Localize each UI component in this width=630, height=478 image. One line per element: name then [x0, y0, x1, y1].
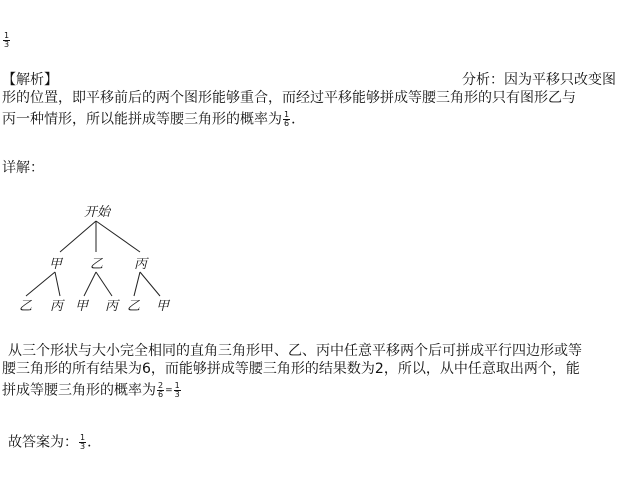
tree-root: 开始 — [84, 205, 111, 220]
tree-l2-jia: 甲 — [75, 299, 89, 314]
tree-l2-yi: 乙 — [19, 299, 33, 314]
tree-edge — [134, 272, 140, 296]
explain-frac-b-den: 3 — [174, 390, 180, 399]
tree-edge — [26, 272, 55, 296]
detail-label: 详解： — [2, 160, 44, 176]
final-end: ． — [87, 434, 102, 451]
tree-edge — [96, 221, 140, 252]
tree-edge — [84, 272, 96, 296]
final-frac-num: 1 — [80, 433, 86, 442]
explain-line2-c: ，所以，从中任意取出两个，能 — [383, 361, 580, 377]
explain-line2-b: ，而能够拼成等腰三角形的结果数为 — [150, 361, 375, 377]
analysis-frac-den: 6 — [284, 119, 290, 128]
explain-frac-a-den: 6 — [158, 390, 164, 399]
analysis-line2: 形的位置，即平移前后的两个图形能够重合，而经过平移能够拼成等腰三角形的只有图形乙与 — [2, 90, 576, 106]
explain-line3-text: 拼成等腰三角形的概率为 — [2, 382, 156, 399]
tree-l1-yi: 乙 — [90, 257, 104, 272]
analysis-label: 【解析】 — [2, 72, 58, 88]
tree-l2-bing: 丙 — [50, 299, 64, 314]
explain-count: 2 — [374, 361, 384, 377]
final-frac-den: 3 — [80, 442, 86, 451]
tree-l1-jia: 甲 — [49, 257, 63, 272]
explain-frac-b — [174, 382, 181, 399]
analysis-line1: 分析：因为平移只改变图 — [462, 72, 616, 88]
explain-frac-a — [157, 382, 164, 399]
explain-line2 — [2, 361, 580, 377]
tree-l2-bing: 丙 — [105, 299, 119, 314]
tree-edge — [96, 272, 112, 296]
tree-l2-yi: 乙 — [127, 299, 141, 314]
explain-total: 6 — [142, 361, 151, 377]
explain-line3 — [2, 382, 182, 399]
tree-l1-bing: 丙 — [134, 257, 148, 272]
explain-frac-a-num: 2 — [158, 381, 164, 390]
answer-den: 3 — [4, 40, 10, 49]
final-label: 故答案为： — [8, 434, 78, 451]
explain-equals: = — [165, 385, 173, 396]
tree-edge — [60, 221, 96, 252]
explain-line1: 从三个形状与大小完全相同的直角三角形甲、乙、丙中任意平移两个后可拼成平行四边形或等 — [8, 343, 582, 359]
answer-num: 1 — [4, 31, 10, 40]
analysis-line3-text: 丙一种情形，所以能拼成等腰三角形的概率为 — [2, 111, 282, 128]
tree-edge — [140, 272, 160, 296]
tree-l2-jia: 甲 — [156, 299, 170, 314]
final-answer — [8, 434, 101, 451]
tree-edge — [55, 272, 60, 296]
final-frac — [79, 434, 86, 451]
analysis-frac-num: 1 — [284, 110, 290, 119]
explain-line2-a: 腰三角形的所有结果为 — [2, 361, 142, 377]
explain-frac-b-num: 1 — [174, 381, 180, 390]
analysis-line3-end: ． — [291, 111, 306, 128]
